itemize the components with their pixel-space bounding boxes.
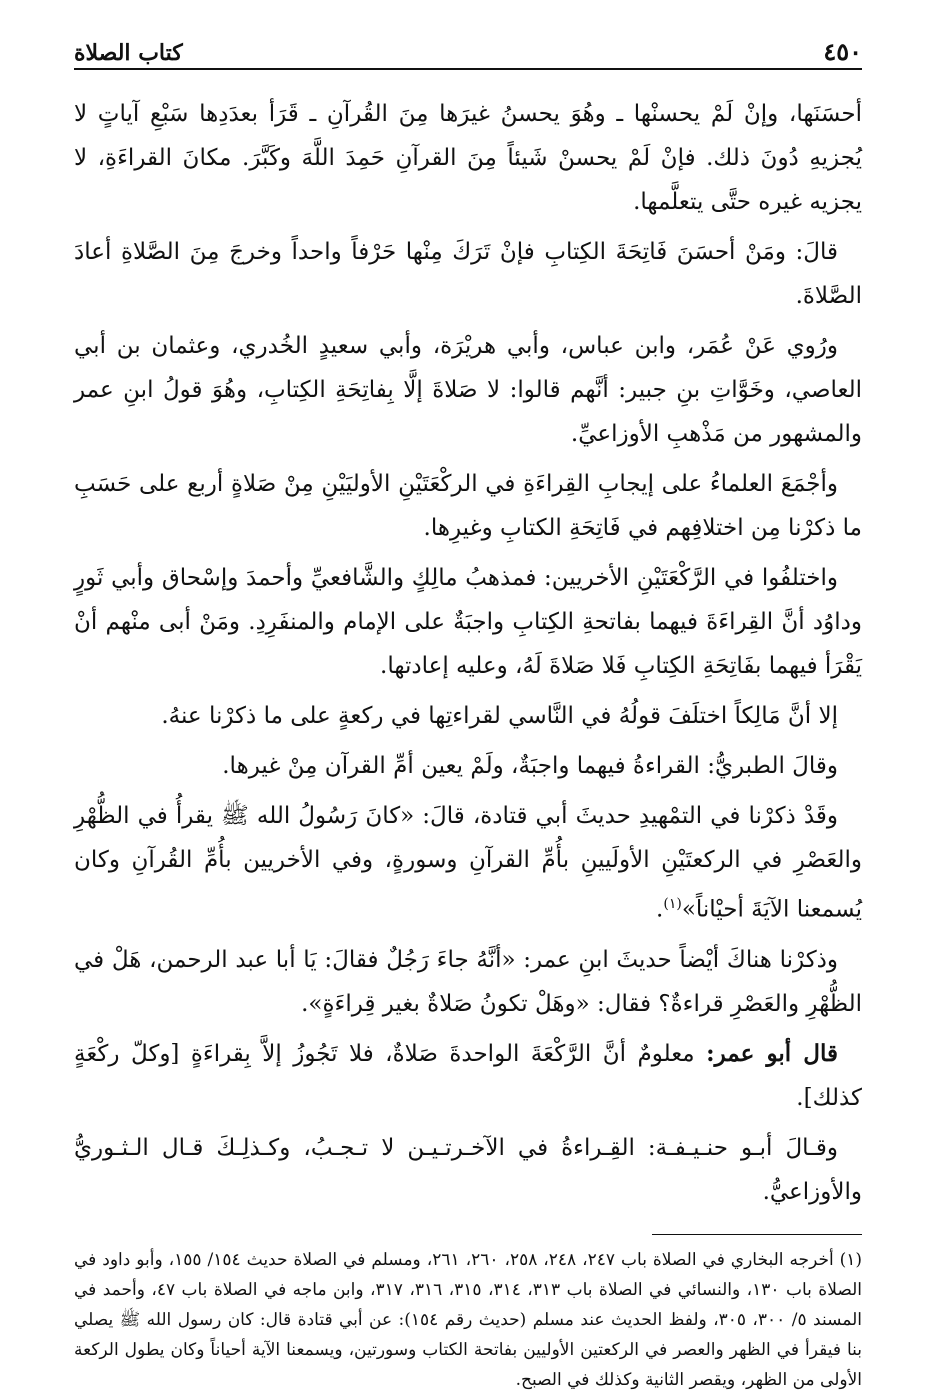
footnote xyxy=(74,1245,862,1395)
paragraph xyxy=(74,1032,862,1120)
paragraph-text: وقالَ الطبريُّ: القراءةُ فيهما واجبَةٌ، ولَمْ يعين أمِّ القرآن مِنْ غيرها. xyxy=(222,753,838,779)
paragraph-text: وذكرْنا هناكَ أيْضاً حديثَ ابنِ عمر: «أنَّهُ جاءَ رَجُلٌ فقالَ: يَا أبا عبد الرحمن، هَلْ في الظُّهْرِ والعَصْرِ قراءةٌ؟ فقال: «وهَلْ تكونُ صَلاةٌ بغير قِراءَةٍ». xyxy=(74,946,862,1017)
paragraph-tail: . xyxy=(656,896,664,923)
page-number: ٤٥٠ xyxy=(823,37,862,66)
paragraph-text: معلومٌ أنَّ الرَّكْعَةَ الواحدةَ صَلاةٌ، فلا تَجُوزُ إلاَّ بِقراءَةٍ [وكلّ ركْعَةٍ كذلك]. xyxy=(74,1040,862,1111)
paragraph-text: إلا أنَّ مَالِكاً اختلَفَ قولُهُ في النَّاسي لقراءتِها في ركعةٍ على ما ذكرْنا عنهُ. xyxy=(161,703,838,729)
paragraph xyxy=(74,1126,862,1214)
paragraph xyxy=(74,794,862,932)
speaker-lead: قال أبو عمر: xyxy=(706,1039,838,1067)
paragraph xyxy=(74,324,862,456)
paragraph xyxy=(74,694,862,738)
paragraph-text: وقَدْ ذكرْنا في التمْهيدِ حديثَ أبي قتادة، قالَ: «كانَ رَسُولُ الله ﷺ يقرأُ في الظُّهْرِ والعَصْرِ في الركعتَيْنِ الأولَيينِ بأُمِّ القرآنِ وسورةٍ، وفي الأخريين بأُمِّ القُرآنِ وكان يُسمعنا الآيَةَ أحيْاناً» xyxy=(74,803,862,923)
paragraph-text: واختلفُوا في الرَّكْعَتَيْنِ الأخريين: فمذهبُ مالِكٍ والشَّافعيِّ وأحمدَ وإسْحاق وأبي ثَورٍ وداوُد أنَّ القِراءَةَ فيهما بفاتحةِ الكِتابِ واجبَةٌ على الإمام والمنفَرِدِ. ومَنْ أبى منْهم أنْ يَقْرَأ فيهما بفَاتِحَةِ الكِتابِ فَلا صَلاةَ لَهُ، وعليه إعادتها. xyxy=(74,565,862,679)
footnote-separator xyxy=(652,1234,862,1235)
paragraph-text: وقـالَ أبـو حنـيـفـة: القِـراءةُ في الآخـرتـيـن لا تـجـبُ، وكـذلِـكَ قـال الـثـوريُّ والأوزاعيُّ. xyxy=(74,1134,862,1205)
page-header xyxy=(74,30,862,70)
paragraph xyxy=(74,938,862,1026)
main-text xyxy=(74,92,862,1214)
paragraph-text: أحسَنَها، وإنْ لَمْ يحسنْها ـ وهُوَ يحسنُ غيرَها مِنَ القُرآنِ ـ قَرَأ بعدَدِها سَبْعِ آياتٍ لا يُجزيهِ دُونَ ذلك. فإنْ لَمْ يحسنْ شَيئاً مِنَ القرآنِ حَمِدَ اللَّهَ وكَبَّرَ. مكانَ القراءَةِ، لا يجزيه غيره حتَّى يتعلَّمها. xyxy=(74,101,862,215)
footnote-text: (١) أخرجه البخاري في الصلاة باب ٢٤٧، ٢٤٨، ٢٥٨، ٢٦٠، ٢٦١، ومسلم في الصلاة حديث ١٥٤/ ١٥٥، وأبو داود في الصلاة باب ١٣٠، والنسائي في الصلاة باب ٣١٣، ٣١٤، ٣١٥، ٣١٦، ٣١٧، وابن ماجه في الصلاة باب ٤٧، وأحمد في المسند ٥/ ٣٠٠، ٣٠٥، ولفظ الحديث عند مسلم (حديث رقم ١٥٤): عن أبي قتادة قال: كان رسول الله ﷺ يصلي بنا فيقرأ في الظهر والعصر في الركعتين الأوليين بفاتحة الكتاب وسورتين، ويسمعنا الآية أحياناً وكان يطول الركعة الأولى من الظهر، ويقصر الثانية وكذلك في الصبح. xyxy=(74,1249,863,1390)
book-page xyxy=(74,30,862,1395)
paragraph xyxy=(74,744,862,788)
paragraph-text: قالَ: ومَنْ أحسَنَ فَاتِحَةَ الكِتابِ فإنْ تَرَكَ مِنْها حَرْفاً واحداً وخرجَ مِنَ الصَّلاةِ أعادَ الصَّلاةَ. xyxy=(74,239,862,309)
paragraph xyxy=(74,230,862,318)
paragraph xyxy=(74,556,862,688)
paragraph-text: وأجْمَعَ العلماءُ على إيجابِ القِراءَةِ في الركْعَتَيْنِ الأوليَيْنِ مِنْ صَلاةٍ أربع على حَسَبِ ما ذكرْنا مِن اختلافِهم في فَاتِحَةِ الكتابِ وغيرِها. xyxy=(74,471,862,541)
running-title: كتاب الصلاة xyxy=(74,40,183,66)
paragraph xyxy=(74,462,862,550)
paragraph xyxy=(74,92,862,224)
paragraph-text: ورُوي عَنْ عُمَر، وابن عباس، وأبي هريْرَة، وأبي سعيدٍ الخُدري، وعثمان بن أبي العاصي، وخَوَّاتِ بنِ جبير: أنَّهم قالوا: لا صَلاةَ إلَّا بِفاتِحَةِ الكِتابِ، وهُوَ قولُ ابنِ عمر والمشهور من مَذْهبِ الأوزاعيِّ. xyxy=(74,333,862,447)
footnote-marker[interactable]: (١) xyxy=(663,896,682,912)
